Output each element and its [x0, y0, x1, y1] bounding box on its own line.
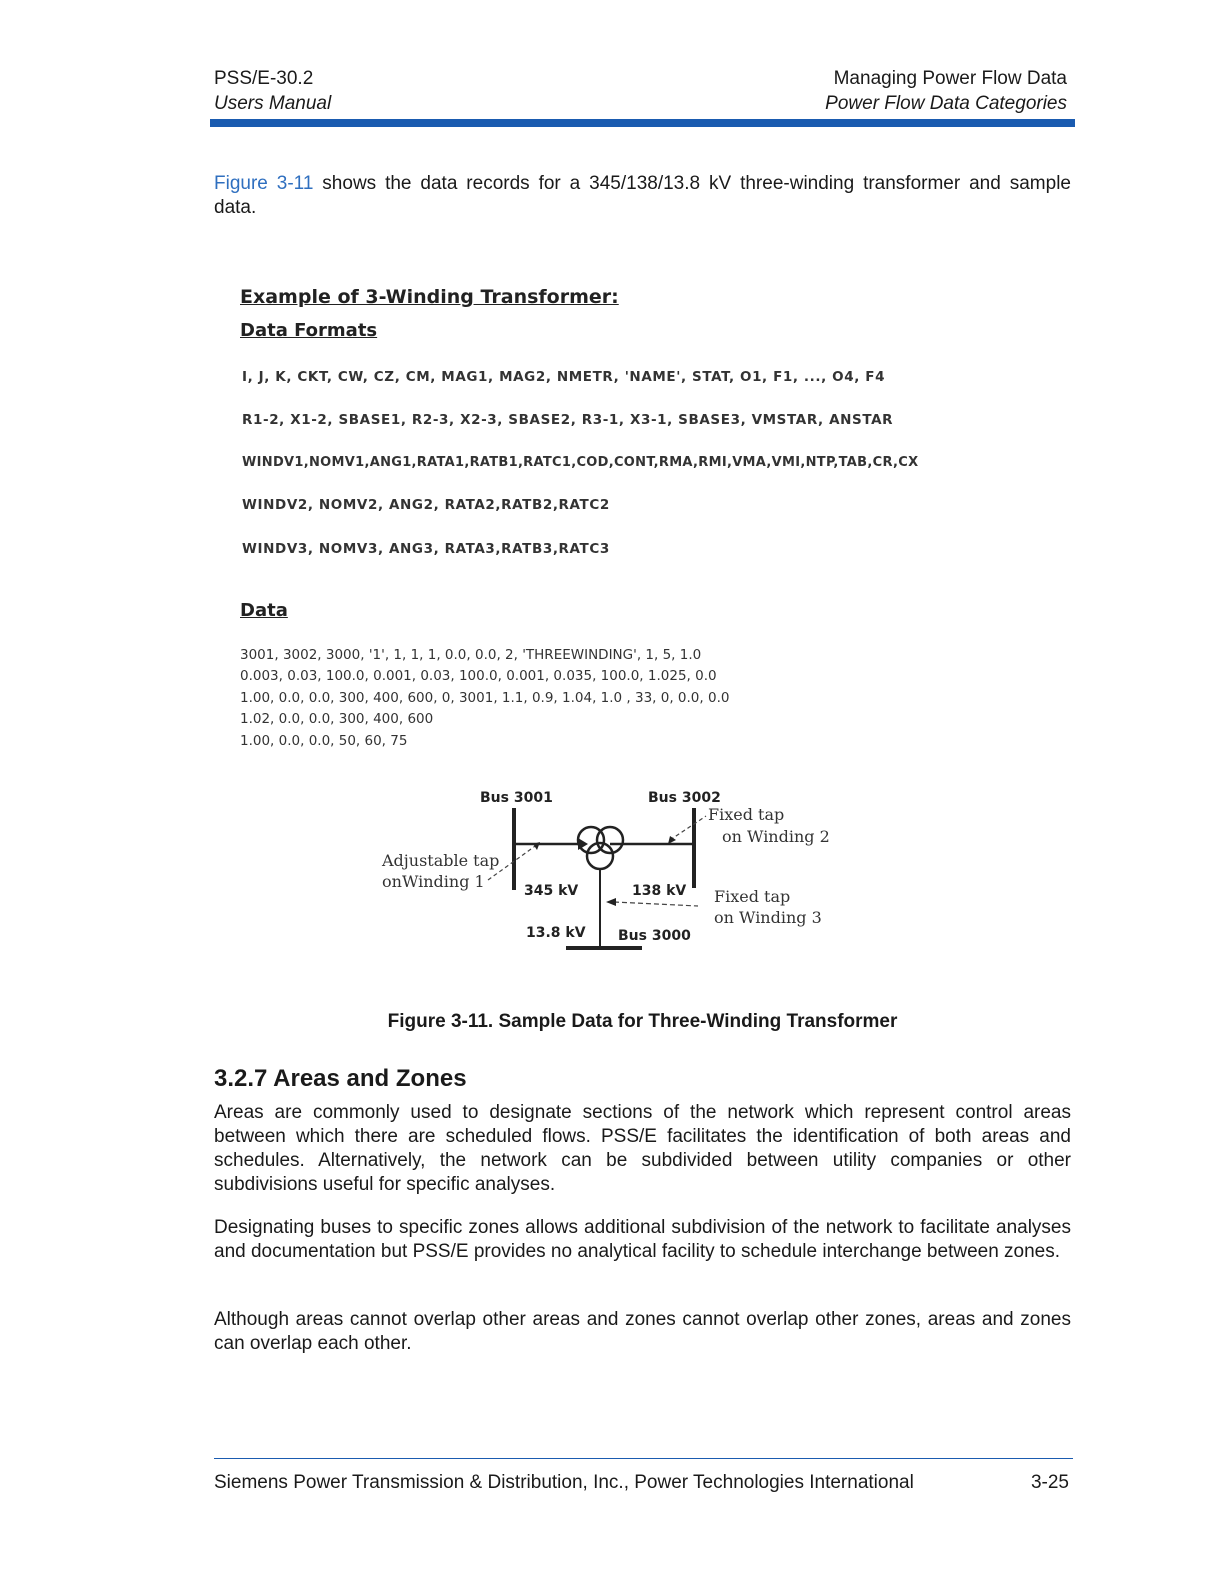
fixed-tap3-note-2: on Winding 3	[714, 908, 822, 927]
fixed-tap2-note-2: on Winding 2	[722, 827, 830, 846]
section-paragraph: Designating buses to specific zones allows additional subdivision of the network to facilitate analyses and documentation but PSS/E provides no analytical facility to schedule interchange between zones.	[214, 1217, 1071, 1262]
bus-3001-label: Bus 3001	[480, 790, 553, 806]
fixed-tap3-note-1: Fixed tap	[714, 887, 791, 906]
format-line: WINDV3, NOMV3, ANG3, RATA3,RATB3,RATC3	[242, 541, 610, 557]
footer-rule	[214, 1458, 1073, 1459]
data-line: 0.003, 0.03, 100.0, 0.001, 0.03, 100.0, 0.001, 0.035, 100.0, 1.025, 0.0	[240, 668, 717, 684]
bus-3002-label: Bus 3002	[648, 790, 721, 806]
header-rule	[210, 119, 1075, 127]
adj-tap-note-2: onWinding 1	[382, 872, 485, 891]
data-line: 1.00, 0.0, 0.0, 300, 400, 600, 0, 3001, 1.1, 0.9, 1.04, 1.0 , 33, 0, 0.0, 0.0	[240, 690, 730, 706]
section-title: 3.2.7 Areas and Zones	[214, 1065, 467, 1092]
section-paragraph: Areas are commonly used to designate sections of the network which represent control areas between which there are scheduled flows. PSS/E facilitates the identification of both areas and schedules. Alternatively, the network can be subdivided between utility companies or other subdivisions useful for specific analyses.	[214, 1102, 1071, 1195]
format-line: I, J, K, CKT, CW, CZ, CM, MAG1, MAG2, NMETR, 'NAME', STAT, O1, F1, ..., O4, F4	[242, 369, 886, 385]
format-line: R1-2, X1-2, SBASE1, R2-3, X2-3, SBASE2, R3-1, X3-1, SBASE3, VMSTAR, ANSTAR	[242, 412, 894, 428]
data-line: 1.02, 0.0, 0.0, 300, 400, 600	[240, 711, 434, 727]
section-paragraph: Although areas cannot overlap other areas and zones cannot overlap other zones, areas and zones can overlap each other.	[214, 1309, 1071, 1354]
data-heading: Data	[240, 600, 288, 621]
v13-8-label: 13.8 kV	[526, 925, 586, 941]
intro-text: shows the data records for a 345/138/13.8 kV three-winding transformer and sample data.	[214, 173, 1071, 218]
fixed-tap3-leader	[614, 902, 698, 906]
intro-paragraph	[214, 172, 1071, 220]
v138-label: 138 kV	[632, 883, 687, 899]
bus-3000-label: Bus 3000	[618, 928, 691, 944]
v345-label: 345 kV	[524, 883, 579, 899]
fixed-tap2-note-1: Fixed tap	[708, 805, 785, 824]
header-left	[214, 66, 331, 116]
data-line: 1.00, 0.0, 0.0, 50, 60, 75	[240, 733, 408, 749]
format-line: WINDV1,NOMV1,ANG1,RATA1,RATB1,RATC1,COD,CONT,RMA,RMI,VMA,VMI,NTP,TAB,CR,CX	[242, 455, 919, 470]
header-right	[825, 66, 1067, 116]
format-line: WINDV2, NOMV2, ANG2, RATA2,RATB2,RATC2	[242, 497, 610, 513]
header-manual: Users Manual	[214, 93, 332, 114]
page-number: 3-25	[1030, 1472, 1069, 1493]
header-section: Power Flow Data Categories	[825, 93, 1067, 114]
adj-tap-note-1: Adjustable tap	[382, 851, 500, 870]
figure-caption: Figure 3-11. Sample Data for Three-Winding Transformer	[387, 1011, 898, 1032]
header-product: PSS/E-30.2	[214, 68, 314, 89]
fixed-tap2-leader	[670, 816, 706, 840]
fixed-tap3-arrowhead	[606, 898, 616, 906]
figure-title: Example of 3-Winding Transformer:	[240, 286, 619, 308]
figure-link[interactable]: Figure 3-11	[214, 173, 314, 194]
header-chapter: Managing Power Flow Data	[833, 68, 1067, 89]
formats-heading: Data Formats	[240, 320, 378, 341]
data-line: 3001, 3002, 3000, '1', 1, 1, 1, 0.0, 0.0, 2, 'THREEWINDING', 1, 5, 1.0	[240, 647, 702, 663]
footer-company: Siemens Power Transmission & Distribution, Inc., Power Technologies International	[214, 1472, 914, 1493]
transformer-diagram	[370, 780, 840, 960]
